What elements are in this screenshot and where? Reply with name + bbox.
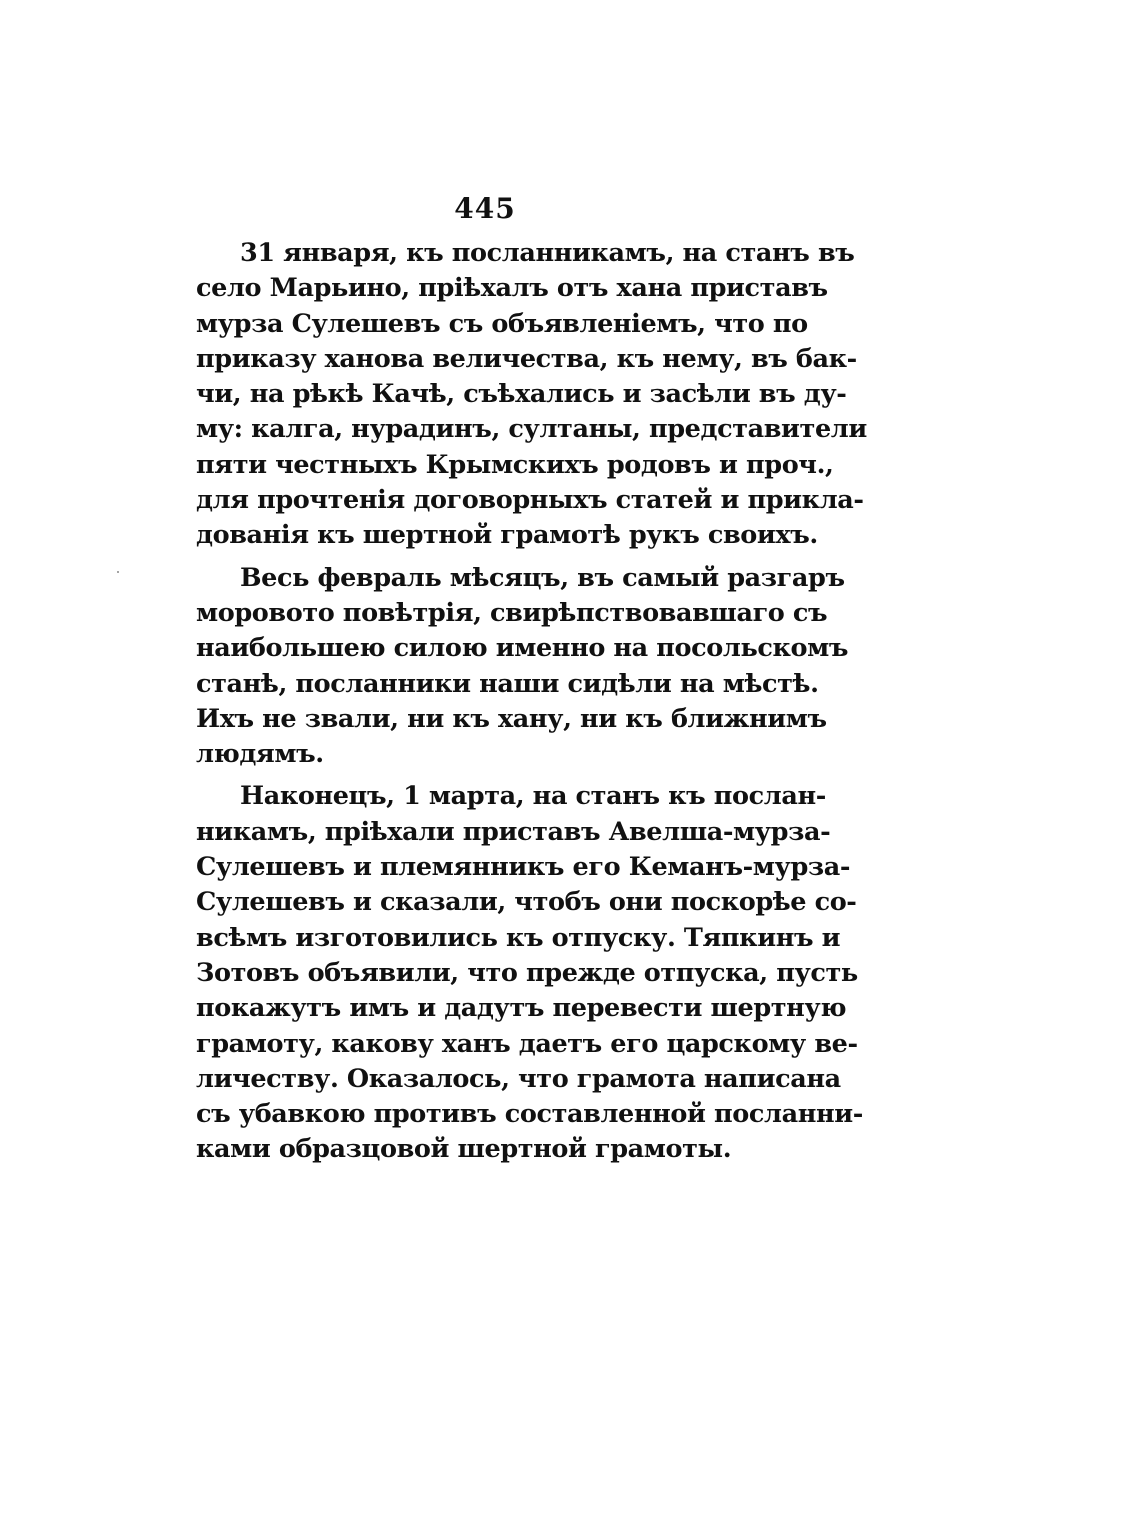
text-line: Весь февраль мѣсяцъ, въ самый разгаръ <box>240 562 845 593</box>
text-line: всѣмъ изготовились къ отпуску. Тяпкинъ и <box>196 922 841 953</box>
text-line: покажутъ имъ и дадутъ перевести шертную <box>196 993 847 1024</box>
text-line: дованія къ шертной грамотѣ рукъ своихъ. <box>196 520 818 551</box>
paragraph-2 <box>196 561 849 773</box>
text-line: Зотовъ объявили, что прежде отпуска, пусть <box>196 957 858 988</box>
text-line: чи, на рѣкѣ Качѣ, съѣхались и засѣли въ ду- <box>196 379 847 410</box>
text-line: село Марьино, пріѣхалъ отъ хана приставъ <box>196 273 828 304</box>
text-line: приказу ханова величества, къ нему, въ бак- <box>196 343 857 374</box>
text-line: Ихъ не звали, ни къ хану, ни къ ближнимъ <box>196 703 827 734</box>
text-line: никамъ, пріѣхали приставъ Авелша-мурза- <box>196 816 831 847</box>
paragraph-3 <box>196 779 863 1167</box>
text-line: съ убавкою противъ составленной посланни- <box>196 1099 863 1130</box>
text-line: мурза Сулешевъ съ объявленіемъ, что по <box>196 308 808 339</box>
text-line: Наконецъ, 1 марта, на станъ къ послан- <box>240 781 826 812</box>
text-line: личеству. Оказалось, что грамота написана <box>196 1063 841 1094</box>
text-line: 31 января, къ посланникамъ, на станъ въ <box>240 238 855 268</box>
text-line: для прочтенія договорныхъ статей и прикла- <box>196 485 864 516</box>
text-line: моровото повѣтрія, свирѣпствовавшаго съ <box>196 597 828 628</box>
text-line: станѣ, посланники наши сидѣли на мѣстѣ. <box>196 668 819 699</box>
text-line: грамоту, какову ханъ даетъ его царскому ве- <box>196 1028 858 1059</box>
text-line: Сулешевъ и сказали, чтобъ они поскорѣе со- <box>196 887 857 918</box>
page-number: 445 <box>454 192 516 225</box>
text-line: пяти честныхъ Крымскихъ родовъ и проч., <box>196 449 834 480</box>
text-line: людямъ. <box>196 739 324 770</box>
paragraph-1 <box>196 236 867 554</box>
text-line: Сулешевъ и племянникъ его Кеманъ-мурза- <box>196 852 851 883</box>
text-line: наибольшею силою именно на посольскомъ <box>196 633 849 664</box>
body-text <box>196 236 867 1168</box>
scan-speck <box>117 571 119 573</box>
text-line: му: калга, нурадинъ, султаны, представители <box>196 414 867 445</box>
text-line: ками образцовой шертной грамоты. <box>196 1134 732 1165</box>
